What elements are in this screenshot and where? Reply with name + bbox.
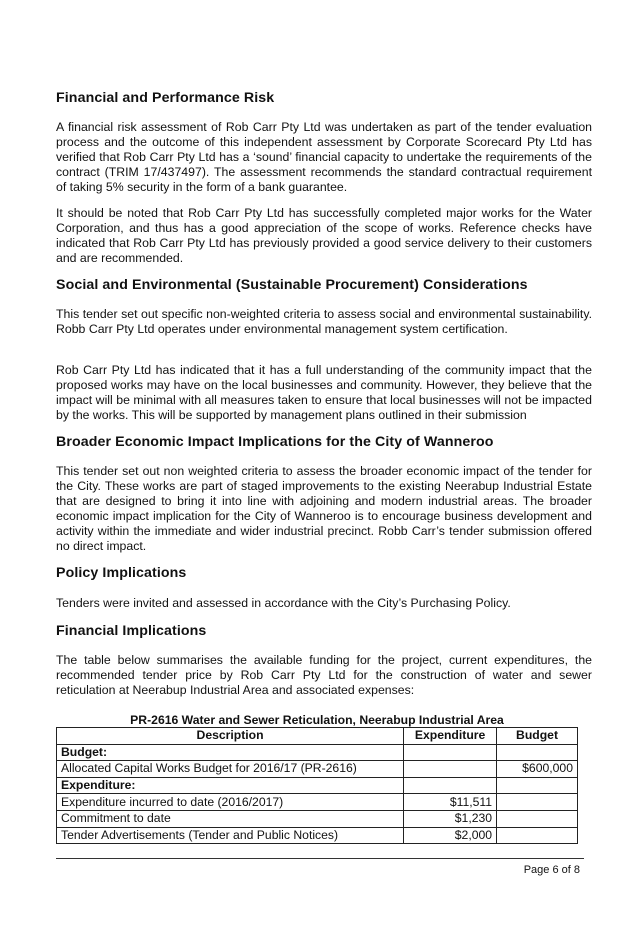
table-row — [57, 827, 578, 844]
budget-table — [56, 727, 578, 844]
table-row — [57, 761, 578, 778]
cell-description: Budget: — [57, 744, 404, 761]
cell-description: Commitment to date — [57, 810, 404, 827]
cell-expenditure — [404, 744, 497, 761]
cell-budget — [497, 794, 578, 811]
cell-description: Expenditure: — [57, 777, 404, 794]
heading-social-environmental: Social and Environmental (Sustainable Procurement) Considerations — [56, 277, 528, 293]
paragraph-economic-1: This tender set out non weighted criteria to assess the broader economic impact of the tender for the City. These works are part of staged improvements to the existing Neerabup Industrial Estate that are designed to bring it into line with adjoining and modern industrial areas. The broader economic impact implication for the City of Wanneroo is to encourage business development and activity within the immediate and wider industrial precinct. Robb Carr’s tender submission offered no direct impact. — [56, 464, 592, 553]
header-budget: Budget — [497, 728, 578, 745]
heading-financial-implications: Financial Implications — [56, 623, 207, 639]
paragraph-financial-1: The table below summarises the available funding for the project, current expenditures, the recommended tender price by Rob Carr Pty Ltd for the construction of water and sewer reticulation at Neerabup Industrial Area and associated expenses: — [56, 653, 592, 697]
footer-divider — [56, 858, 584, 859]
cell-expenditure: $1,230 — [404, 810, 497, 827]
cell-description: Allocated Capital Works Budget for 2016/17 (PR-2616) — [57, 761, 404, 778]
paragraph-social-2: Rob Carr Pty Ltd has indicated that it has a full understanding of the community impact that the proposed works may have on the local businesses and community. However, they believe that the impact will be minimal with all measures taken to ensure that local businesses will not be impacted by the works. This will be supported by management plans outlined in their submission — [56, 363, 592, 422]
paragraph-policy-1: Tenders were invited and assessed in accordance with the City’s Purchasing Policy. — [56, 596, 511, 610]
cell-expenditure: $2,000 — [404, 827, 497, 844]
cell-description: Expenditure incurred to date (2016/2017) — [57, 794, 404, 811]
header-expenditure: Expenditure — [404, 728, 497, 745]
cell-description: Tender Advertisements (Tender and Public Notices) — [57, 827, 404, 844]
paragraph-social-1: This tender set out specific non-weighted criteria to assess social and environmental sustainability. Robb Carr Pty Ltd operates under environmental management system certification. — [56, 307, 592, 336]
header-description: Description — [57, 728, 404, 745]
paragraph-financial-risk-1: A financial risk assessment of Rob Carr Pty Ltd was undertaken as part of the tender evaluation process and the outcome of this independent assessment by Corporate Scorecard Pty Ltd has verified that Rob Carr Pty Ltd has a ‘sound’ financial capacity to undertake the requirements of the contract (TRIM 17/437497). The assessment recommends the standard contractual requirement of taking 5% security in the form of a bank guarantee. — [56, 120, 592, 194]
heading-policy: Policy Implications — [56, 565, 187, 581]
cell-expenditure — [404, 761, 497, 778]
table-row — [57, 777, 578, 794]
heading-economic-impact: Broader Economic Impact Implications for the City of Wanneroo — [56, 434, 494, 450]
table-row — [57, 794, 578, 811]
cell-budget: $600,000 — [497, 761, 578, 778]
table-header-row — [57, 728, 578, 745]
cell-budget — [497, 744, 578, 761]
heading-financial-risk: Financial and Performance Risk — [56, 90, 275, 106]
cell-budget — [497, 810, 578, 827]
cell-expenditure: $11,511 — [404, 794, 497, 811]
cell-budget — [497, 777, 578, 794]
page-number: Page 6 of 8 — [523, 864, 580, 876]
cell-expenditure — [404, 777, 497, 794]
table-caption: PR-2616 Water and Sewer Reticulation, Neerabup Industrial Area — [130, 713, 504, 727]
cell-budget — [497, 827, 578, 844]
table-row — [57, 744, 578, 761]
paragraph-financial-risk-2: It should be noted that Rob Carr Pty Ltd has successfully completed major works for the Water Corporation, and thus has a good appreciation of the scope of works. Reference checks have indicated that Rob Carr Pty Ltd has previously provided a good service delivery to their customers and are recommended. — [56, 206, 592, 265]
table-row — [57, 810, 578, 827]
